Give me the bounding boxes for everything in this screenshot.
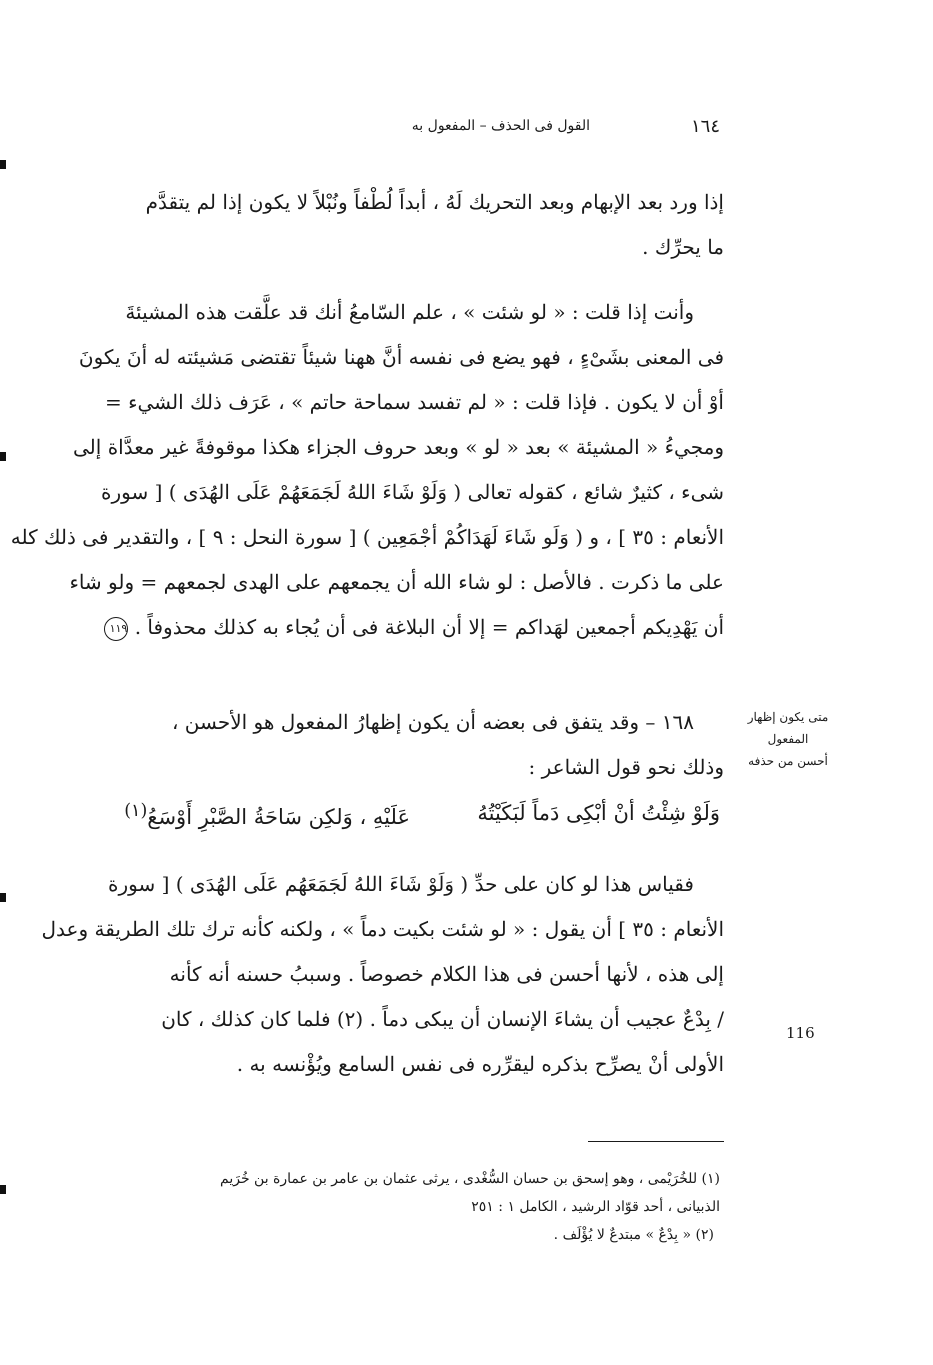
scan-edge-mark xyxy=(0,1185,6,1194)
text-line: على ما ذكرت . فالأصل : لو شاء الله أن يجمعهم على الهدى لجمعهم = ولو شاء xyxy=(69,570,724,594)
footnote-line: (٢) « بِدْعٌ » مبتدعٌ لا يُؤْلَف . xyxy=(553,1227,714,1243)
text-line: وذلك نحو قول الشاعر : xyxy=(528,755,724,779)
text-line: إلى هذه ، لأنها أحسن فى هذا الكلام خصوصاً . وسببُ حسنه أنه كأنه xyxy=(169,962,724,986)
verse-first-hemistich: وَلَوْ شِئْتُ أنْ أبْكِى دَماً لَبَكَيْتُهُ xyxy=(477,801,720,825)
footnote-line: (١) للخُرَيْمى ، وهو إسحق بن حسان السُّغْدى ، يرثى عثمان بن عامر بن عمارة بن خُرَيم xyxy=(220,1171,720,1187)
text-line: فى المعنى بشَىْءٍ ، فهو يضع فى نفسه أنَّ ههنا شيئاً تقتضى مَشيئته له أنَ يكونَ xyxy=(78,345,724,369)
running-title: القول فى الحذف – المفعول به xyxy=(411,118,590,134)
margin-page-number: 116 xyxy=(786,1024,815,1042)
text-line: ١٦٨ – وقد يتفق فى بعضه أن يكون إظهارُ المفعول هو الأحسن ، xyxy=(171,710,694,734)
margin-note xyxy=(728,706,848,772)
verse-second-hemistich: عَلَيْهِ ، وَلكِن سَاحَةُ الصَّبْرِ أَوْسَعُ$^{(١)}$ xyxy=(124,801,410,829)
text-line: ما يحرِّك . xyxy=(642,235,724,259)
section-168 xyxy=(84,700,724,790)
paragraph-2-last-line: أن يَهْدِيكم أجمعين لهَداكم = إلا أن البلاغة فى أن يُجاء به كذلك محذوفاً . xyxy=(134,615,724,639)
margin-note-line: متى يكون إظهار المفعول xyxy=(747,710,829,746)
scan-edge-mark xyxy=(0,893,6,902)
text-line: الأنعام : ٣٥ ] أن يقول : « لو شئت بكيت دماً » ، ولكنه كأنه ترك تلك الطريقة وعدل xyxy=(41,917,724,941)
text-line: الأولى أنْ يصرِّح بذكره ليقرِّره فى نفس السامع ويُؤْنسه به . xyxy=(236,1052,724,1076)
text-line: ومجيءُ « المشيئة » بعد « لو » وبعد حروف الجزاء هكذا موقوفةً غير معدَّاة إلى xyxy=(73,435,724,459)
footnote-line: الذبيانى ، أحد قوّاد الرشيد ، الكامل ١ : ٢٥١ xyxy=(471,1199,720,1215)
running-header xyxy=(290,116,720,146)
footnote-mark: (١) xyxy=(124,801,148,821)
text-line: الأنعام : ٣٥ ] ، و ( وَلَو شَاءَ لَهَدَاكُمْ أجْمَعِين ) [ سورة النحل : ٩ ] ، والتقدير فى ذلك كله xyxy=(10,525,724,549)
text-line: / بِدْعٌ عجيب أن يشاءَ الإنسان أن يبكى دماً . (٢) فلما كان كذلك ، كان xyxy=(161,1007,724,1031)
text-line xyxy=(84,605,724,650)
paragraph-4 xyxy=(41,862,724,1087)
page-number: ١٦٤ xyxy=(690,116,720,137)
scan-edge-mark xyxy=(0,452,6,461)
paragraph-1 xyxy=(84,180,724,270)
text-line: وأنت إذا قلت : « لو شئت » ، علم السّامعُ أنك قد علَّقت هذه المشيئةَ xyxy=(125,300,694,324)
footnote-rule xyxy=(588,1141,724,1142)
original-page-reference: ١١٩ xyxy=(104,617,128,641)
footnotes xyxy=(100,1165,720,1249)
paragraph-2 xyxy=(10,290,724,650)
text-line: شىء ، كثيرٌ شائع ، كقوله تعالى ( وَلَوْ شَاءَ اللهُ لَجَمَعَهُمْ عَلَى الهُدَى ) [ سورة xyxy=(101,480,724,504)
margin-note-line: أحسن من حذفه xyxy=(748,754,828,768)
text-line: فقياس هذا لو كان على حدِّ ( وَلَوْ شَاءَ اللهُ لَجَمَعَهُم عَلَى الهُدَى ) [ سورة xyxy=(108,872,694,896)
scan-edge-mark xyxy=(0,160,6,169)
text-line: أوْ أن لا يكون . فإذا قلت : « لم تفسد سماحة حاتم » ، عَرَف ذلك الشيء = xyxy=(104,390,724,414)
text-line: إذا ورد بعد الإبهام وبعد التحريك لَهُ ، أبداً لُطْفاً ونُبْلاً لا يكون إذا لم يتقدَّم xyxy=(145,190,724,214)
